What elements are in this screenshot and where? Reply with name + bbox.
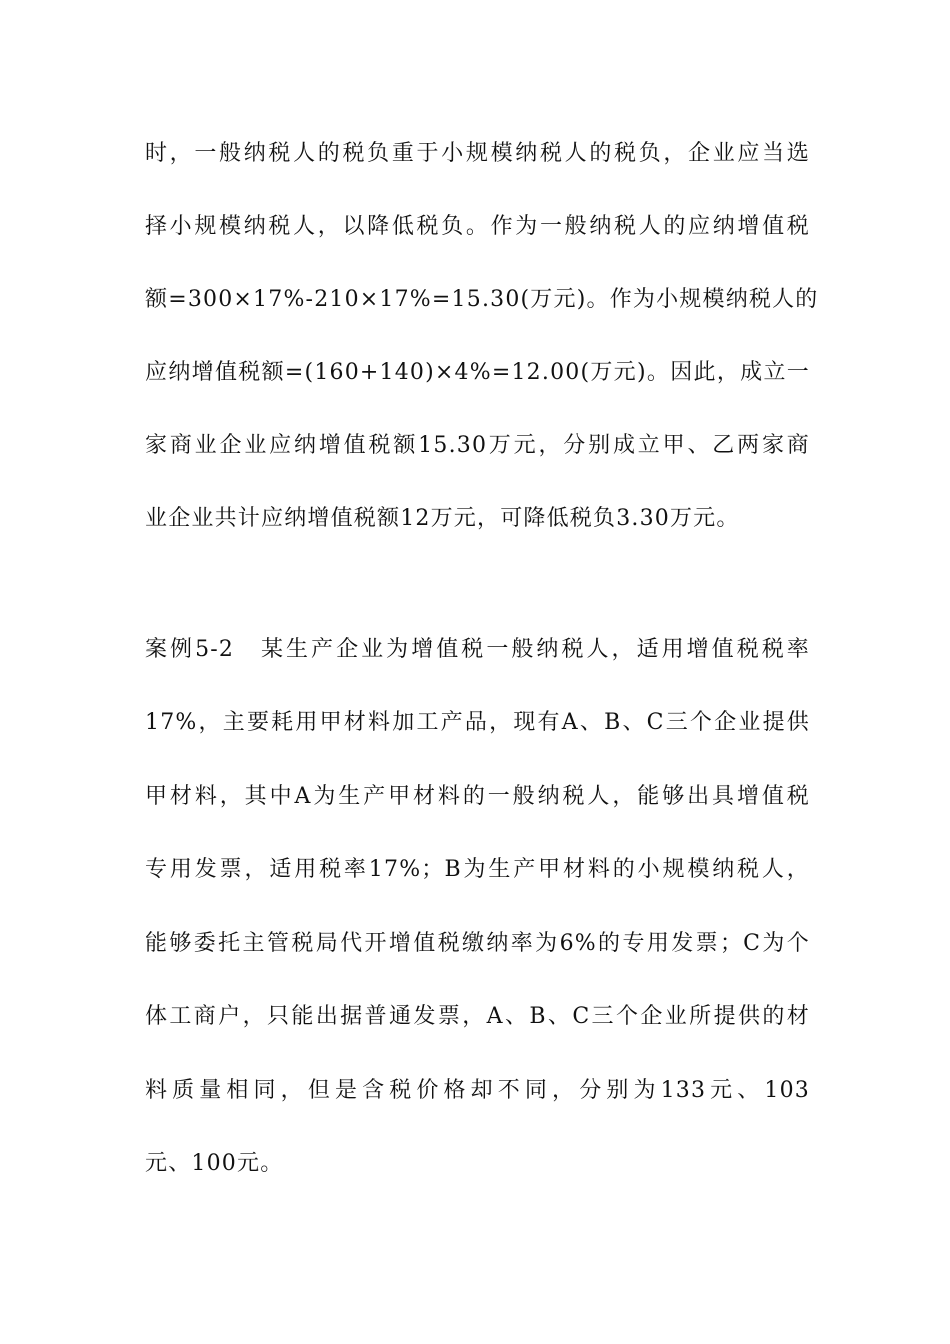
paragraph-line: 能够委托主管税局代开增值税缴纳率为6%的专用发票；C为个: [145, 931, 810, 956]
paragraph-line: 元、100元。: [145, 1151, 284, 1176]
paragraph-line: 时，一般纳税人的税负重于小规模纳税人的税负，企业应当选: [145, 141, 810, 166]
paragraph-line: 甲材料，其中A为生产甲材料的一般纳税人，能够出具增值税: [145, 784, 810, 809]
paragraph-line: 体工商户，只能出据普通发票，A、B、C三个企业所提供的材: [145, 1004, 810, 1029]
paragraph-line: 案例5-2 某生产企业为增值税一般纳税人，适用增值税税率: [145, 637, 810, 662]
paragraph-line: 家商业企业应纳增值税额15.30万元，分别成立甲、乙两家商: [145, 433, 810, 458]
paragraph-line: 应纳增值税额=(160+140)×4%=12.00(万元)。因此，成立一: [145, 360, 810, 385]
paragraph-line: 额=300×17%-210×17%=15.30(万元)。作为小规模纳税人的: [145, 287, 819, 312]
paragraph-line: 专用发票，适用税率17%；B为生产甲材料的小规模纳税人，: [145, 857, 810, 882]
paragraph-line: 料质量相同，但是含税价格却不同，分别为133元、103: [145, 1078, 810, 1103]
paragraph-line: 业企业共计应纳增值税额12万元，可降低税负3.30万元。: [145, 506, 740, 531]
paragraph-line: 择小规模纳税人，以降低税负。作为一般纳税人的应纳增值税: [145, 214, 810, 239]
paragraph-line: 17%，主要耗用甲材料加工产品，现有A、B、C三个企业提供: [145, 710, 810, 735]
